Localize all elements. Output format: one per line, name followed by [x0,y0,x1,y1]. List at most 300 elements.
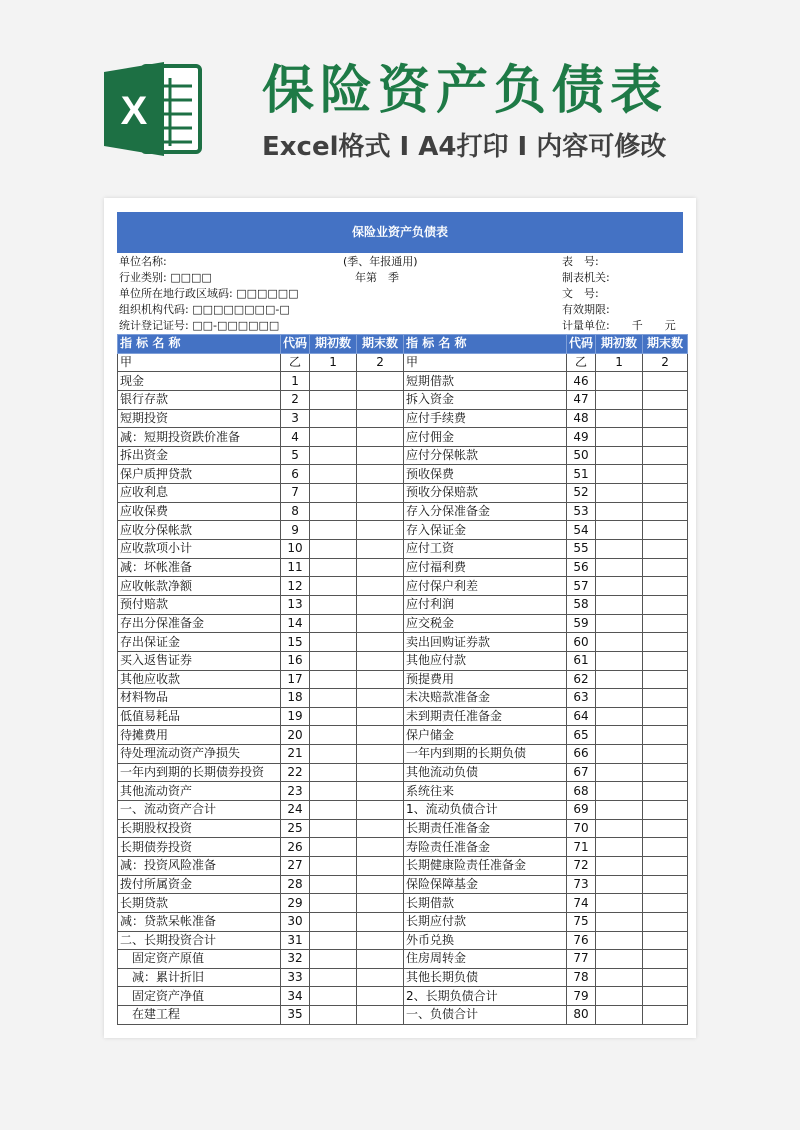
table-row [118,577,688,596]
table-row [118,782,688,801]
item-name-right: 长期健康险责任准备金 [404,856,567,875]
begin-value-cell[interactable] [596,838,643,857]
item-code-right: 59 [567,614,596,633]
begin-value-cell[interactable] [596,446,643,465]
item-code-left: 21 [281,745,310,764]
begin-value-cell[interactable] [596,763,643,782]
item-name-right: 预收保费 [404,465,567,484]
table-row [118,950,688,969]
begin-value-cell[interactable] [310,819,357,838]
item-code-left: 32 [281,950,310,969]
item-code-right: 49 [567,428,596,447]
end-value-cell[interactable] [643,707,688,726]
item-code-right: 46 [567,372,596,391]
item-name-left: 应收帐款净额 [118,577,281,596]
end-value-cell[interactable] [643,595,688,614]
valid-period-label: 有效期限: [562,303,610,316]
item-name-left: 减：短期投资跌价准备 [118,428,281,447]
end-value-cell[interactable] [357,409,404,428]
table-row [118,651,688,670]
end-value-cell[interactable] [357,689,404,708]
begin-value-cell[interactable] [310,689,357,708]
table-row [118,670,688,689]
end-value-cell[interactable] [357,540,404,559]
item-code-right: 64 [567,707,596,726]
end-value-cell[interactable] [643,726,688,745]
item-name-right: 应付福利费 [404,558,567,577]
begin-value-cell[interactable] [596,782,643,801]
begin-value-cell[interactable] [596,428,643,447]
end-value-cell[interactable] [357,614,404,633]
end-value-cell[interactable] [357,819,404,838]
begin-value-cell[interactable] [310,1006,357,1025]
item-code-left: 11 [281,558,310,577]
begin-value-cell[interactable] [310,875,357,894]
item-name-left: 应收利息 [118,484,281,503]
begin-value-cell[interactable] [596,931,643,950]
begin-value-cell[interactable] [596,912,643,931]
end-value-cell[interactable] [357,390,404,409]
end-value-cell[interactable] [357,521,404,540]
item-name-left: 二、长期投资合计 [118,931,281,950]
item-code-right: 67 [567,763,596,782]
period-line: 年第 季 [355,271,399,284]
item-name-right: 应付保户利差 [404,577,567,596]
item-code-left: 28 [281,875,310,894]
sub-begin-right: 1 [596,353,643,372]
begin-value-cell[interactable] [310,838,357,857]
item-name-left: 拨付所属资金 [118,875,281,894]
item-code-right: 65 [567,726,596,745]
begin-value-cell[interactable] [596,801,643,820]
item-code-left: 19 [281,707,310,726]
begin-value-cell[interactable] [596,465,643,484]
end-value-cell[interactable] [357,577,404,596]
item-code-right: 60 [567,633,596,652]
begin-value-cell[interactable] [596,875,643,894]
end-value-cell[interactable] [643,819,688,838]
begin-value-cell[interactable] [596,595,643,614]
item-code-right: 52 [567,484,596,503]
end-value-cell[interactable] [643,577,688,596]
item-code-right: 77 [567,950,596,969]
unit-measure-label: 计量单位: 千 元 [562,319,676,332]
end-value-cell[interactable] [643,372,688,391]
item-name-left: 长期股权投资 [118,819,281,838]
begin-value-cell[interactable] [596,484,643,503]
item-name-left: 买入返售证券 [118,651,281,670]
item-code-right: 54 [567,521,596,540]
begin-value-cell[interactable] [310,633,357,652]
table-row [118,428,688,447]
item-code-right: 73 [567,875,596,894]
begin-value-cell[interactable] [310,651,357,670]
item-code-right: 79 [567,987,596,1006]
end-value-cell[interactable] [357,502,404,521]
item-code-left: 26 [281,838,310,857]
period-note: (季、年报通用) [343,255,418,268]
table-row [118,390,688,409]
end-value-cell[interactable] [643,782,688,801]
begin-value-cell[interactable] [596,558,643,577]
item-code-left: 10 [281,540,310,559]
col-code-left: 代码 [281,335,310,354]
begin-value-cell[interactable] [310,912,357,931]
begin-value-cell[interactable] [310,856,357,875]
end-value-cell[interactable] [357,801,404,820]
item-code-left: 30 [281,912,310,931]
end-value-cell[interactable] [357,707,404,726]
column-header-row [118,335,688,354]
item-name-left: 固定资产净值 [118,987,281,1006]
end-value-cell[interactable] [643,987,688,1006]
item-name-right: 应付工资 [404,540,567,559]
item-name-left: 长期贷款 [118,894,281,913]
end-value-cell[interactable] [643,651,688,670]
end-value-cell[interactable] [643,745,688,764]
item-name-left: 存出分保准备金 [118,614,281,633]
sheet-banner-title: 保险业资产负债表 [117,212,683,253]
table-row [118,540,688,559]
end-value-cell[interactable] [357,633,404,652]
table-row [118,1006,688,1025]
item-name-right: 长期应付款 [404,912,567,931]
item-code-left: 8 [281,502,310,521]
begin-value-cell[interactable] [310,707,357,726]
end-value-cell[interactable] [643,912,688,931]
item-name-right: 一、负债合计 [404,1006,567,1025]
item-name-right: 长期责任准备金 [404,819,567,838]
table-row [118,875,688,894]
item-code-left: 3 [281,409,310,428]
item-code-right: 80 [567,1006,596,1025]
end-value-cell[interactable] [643,484,688,503]
table-row [118,521,688,540]
item-code-right: 70 [567,819,596,838]
begin-value-cell[interactable] [596,689,643,708]
begin-value-cell[interactable] [596,651,643,670]
end-value-cell[interactable] [357,465,404,484]
item-name-left: 应收保费 [118,502,281,521]
item-code-left: 22 [281,763,310,782]
sub-end-right: 2 [643,353,688,372]
end-value-cell[interactable] [357,838,404,857]
begin-value-cell[interactable] [596,968,643,987]
begin-value-cell[interactable] [310,577,357,596]
item-code-left: 25 [281,819,310,838]
end-value-cell[interactable] [357,651,404,670]
table-row [118,409,688,428]
item-name-left: 应收分保帐款 [118,521,281,540]
item-name-left: 减：累计折旧 [118,968,281,987]
begin-value-cell[interactable] [310,950,357,969]
begin-value-cell[interactable] [596,894,643,913]
end-value-cell[interactable] [357,968,404,987]
item-code-right: 58 [567,595,596,614]
region-code-label: 单位所在地行政区域码: □□□□□□ [119,287,299,300]
table-row [118,819,688,838]
end-value-cell[interactable] [643,856,688,875]
table-row [118,763,688,782]
end-value-cell[interactable] [643,428,688,447]
item-name-right: 保险保障基金 [404,875,567,894]
item-code-right: 66 [567,745,596,764]
item-code-left: 18 [281,689,310,708]
begin-value-cell[interactable] [596,372,643,391]
end-value-cell[interactable] [643,558,688,577]
item-name-left: 待摊费用 [118,726,281,745]
end-value-cell[interactable] [643,465,688,484]
table-row [118,987,688,1006]
end-value-cell[interactable] [357,931,404,950]
item-name-left: 应收款项小计 [118,540,281,559]
begin-value-cell[interactable] [310,502,357,521]
end-value-cell[interactable] [357,558,404,577]
begin-value-cell[interactable] [310,484,357,503]
item-code-right: 74 [567,894,596,913]
begin-value-cell[interactable] [596,670,643,689]
end-value-cell[interactable] [643,950,688,969]
item-code-right: 76 [567,931,596,950]
item-name-right: 住房周转金 [404,950,567,969]
end-value-cell[interactable] [643,502,688,521]
table-row [118,595,688,614]
end-value-cell[interactable] [357,1006,404,1025]
item-code-right: 48 [567,409,596,428]
item-name-left: 在建工程 [118,1006,281,1025]
item-name-left: 预付赔款 [118,595,281,614]
item-name-right: 外币兑换 [404,931,567,950]
begin-value-cell[interactable] [596,819,643,838]
col-name-right: 指 标 名 称 [404,335,567,354]
begin-value-cell[interactable] [596,409,643,428]
issuer-label: 制表机关: [562,271,610,284]
begin-value-cell[interactable] [596,745,643,764]
begin-value-cell[interactable] [596,633,643,652]
page-title: 保险资产负债表 [262,61,669,121]
item-name-right: 保户储金 [404,726,567,745]
end-value-cell[interactable] [643,409,688,428]
table-row [118,446,688,465]
item-code-left: 5 [281,446,310,465]
end-value-cell[interactable] [643,1006,688,1025]
item-code-left: 23 [281,782,310,801]
begin-value-cell[interactable] [596,707,643,726]
sub-name-left: 甲 [118,353,281,372]
sub-name-right: 甲 [404,353,567,372]
table-row [118,633,688,652]
begin-value-cell[interactable] [310,968,357,987]
item-code-left: 16 [281,651,310,670]
begin-value-cell[interactable] [596,577,643,596]
item-name-left: 低值易耗品 [118,707,281,726]
subheader-row [118,353,688,372]
begin-value-cell[interactable] [596,614,643,633]
table-row [118,502,688,521]
begin-value-cell[interactable] [596,540,643,559]
end-value-cell[interactable] [357,484,404,503]
end-value-cell[interactable] [357,726,404,745]
begin-value-cell[interactable] [310,446,357,465]
begin-value-cell[interactable] [596,390,643,409]
begin-value-cell[interactable] [310,801,357,820]
unit-name-label: 单位名称: [119,255,167,268]
item-code-left: 33 [281,968,310,987]
begin-value-cell[interactable] [310,782,357,801]
table-row [118,745,688,764]
table-row [118,912,688,931]
table-no-label: 表 号: [562,255,599,268]
begin-value-cell[interactable] [310,931,357,950]
end-value-cell[interactable] [357,912,404,931]
item-name-left: 固定资产原值 [118,950,281,969]
item-name-right: 未决赔款准备金 [404,689,567,708]
item-code-left: 13 [281,595,310,614]
item-code-left: 6 [281,465,310,484]
item-name-right: 其他流动负债 [404,763,567,782]
item-code-left: 4 [281,428,310,447]
end-value-cell[interactable] [643,801,688,820]
item-code-right: 57 [567,577,596,596]
item-name-left: 一、流动资产合计 [118,801,281,820]
begin-value-cell[interactable] [596,950,643,969]
end-value-cell[interactable] [643,633,688,652]
item-name-right: 应付佣金 [404,428,567,447]
end-value-cell[interactable] [357,428,404,447]
table-row [118,558,688,577]
item-code-right: 69 [567,801,596,820]
item-code-right: 47 [567,390,596,409]
item-name-right: 其他应付款 [404,651,567,670]
item-code-left: 20 [281,726,310,745]
begin-value-cell[interactable] [310,465,357,484]
begin-value-cell[interactable] [310,614,357,633]
col-code-right: 代码 [567,335,596,354]
begin-value-cell[interactable] [596,987,643,1006]
end-value-cell[interactable] [643,446,688,465]
item-code-left: 34 [281,987,310,1006]
item-name-right: 未到期责任准备金 [404,707,567,726]
table-row [118,931,688,950]
item-name-right: 预收分保赔款 [404,484,567,503]
stat-no-label: 统计登记证号: □□-□□□□□□ [119,319,280,332]
begin-value-cell[interactable] [310,372,357,391]
item-code-right: 68 [567,782,596,801]
item-code-right: 71 [567,838,596,857]
end-value-cell[interactable] [357,372,404,391]
end-value-cell[interactable] [643,689,688,708]
item-code-right: 56 [567,558,596,577]
begin-value-cell[interactable] [596,502,643,521]
begin-value-cell[interactable] [310,428,357,447]
doc-no-label: 文 号: [562,287,599,300]
end-value-cell[interactable] [357,782,404,801]
page-subtitle: Excel格式 I A4打印 I 内容可修改 [262,132,667,162]
begin-value-cell[interactable] [596,1006,643,1025]
item-name-left: 待处理流动资产净损失 [118,745,281,764]
table-row [118,856,688,875]
begin-value-cell[interactable] [596,726,643,745]
table-row [118,372,688,391]
begin-value-cell[interactable] [310,521,357,540]
item-code-right: 62 [567,670,596,689]
item-name-right: 短期借款 [404,372,567,391]
end-value-cell[interactable] [643,390,688,409]
item-name-right: 拆入资金 [404,390,567,409]
item-code-right: 72 [567,856,596,875]
begin-value-cell[interactable] [310,763,357,782]
item-code-right: 63 [567,689,596,708]
balance-sheet-table [117,334,688,1025]
begin-value-cell[interactable] [310,558,357,577]
item-name-left: 材料物品 [118,689,281,708]
item-code-left: 17 [281,670,310,689]
end-value-cell[interactable] [357,670,404,689]
end-value-cell[interactable] [357,595,404,614]
item-name-left: 现金 [118,372,281,391]
end-value-cell[interactable] [357,745,404,764]
begin-value-cell[interactable] [310,540,357,559]
table-row [118,968,688,987]
end-value-cell[interactable] [357,875,404,894]
end-value-cell[interactable] [643,894,688,913]
sub-end-left: 2 [357,353,404,372]
end-value-cell[interactable] [643,931,688,950]
end-value-cell[interactable] [357,950,404,969]
item-name-right: 应交税金 [404,614,567,633]
item-name-left: 减：投资风险准备 [118,856,281,875]
end-value-cell[interactable] [643,875,688,894]
begin-value-cell[interactable] [310,894,357,913]
item-name-left: 保户质押贷款 [118,465,281,484]
end-value-cell[interactable] [643,670,688,689]
begin-value-cell[interactable] [596,521,643,540]
end-value-cell[interactable] [643,838,688,857]
begin-value-cell[interactable] [596,856,643,875]
begin-value-cell[interactable] [310,390,357,409]
end-value-cell[interactable] [643,614,688,633]
item-name-right: 其他长期负债 [404,968,567,987]
industry-label: 行业类别: □□□□ [119,271,212,284]
end-value-cell[interactable] [357,763,404,782]
item-name-right: 一年内到期的长期负债 [404,745,567,764]
begin-value-cell[interactable] [310,670,357,689]
item-code-left: 2 [281,390,310,409]
end-value-cell[interactable] [643,968,688,987]
end-value-cell[interactable] [357,446,404,465]
end-value-cell[interactable] [357,894,404,913]
begin-value-cell[interactable] [310,595,357,614]
item-name-right: 应付分保帐款 [404,446,567,465]
item-code-right: 78 [567,968,596,987]
item-code-right: 50 [567,446,596,465]
item-name-right: 应付手续费 [404,409,567,428]
end-value-cell[interactable] [643,763,688,782]
begin-value-cell[interactable] [310,409,357,428]
end-value-cell[interactable] [643,521,688,540]
item-code-left: 24 [281,801,310,820]
begin-value-cell[interactable] [310,987,357,1006]
end-value-cell[interactable] [357,987,404,1006]
item-code-right: 75 [567,912,596,931]
begin-value-cell[interactable] [310,726,357,745]
item-code-left: 9 [281,521,310,540]
end-value-cell[interactable] [643,540,688,559]
item-code-right: 51 [567,465,596,484]
begin-value-cell[interactable] [310,745,357,764]
end-value-cell[interactable] [357,856,404,875]
col-begin-right: 期初数 [596,335,643,354]
